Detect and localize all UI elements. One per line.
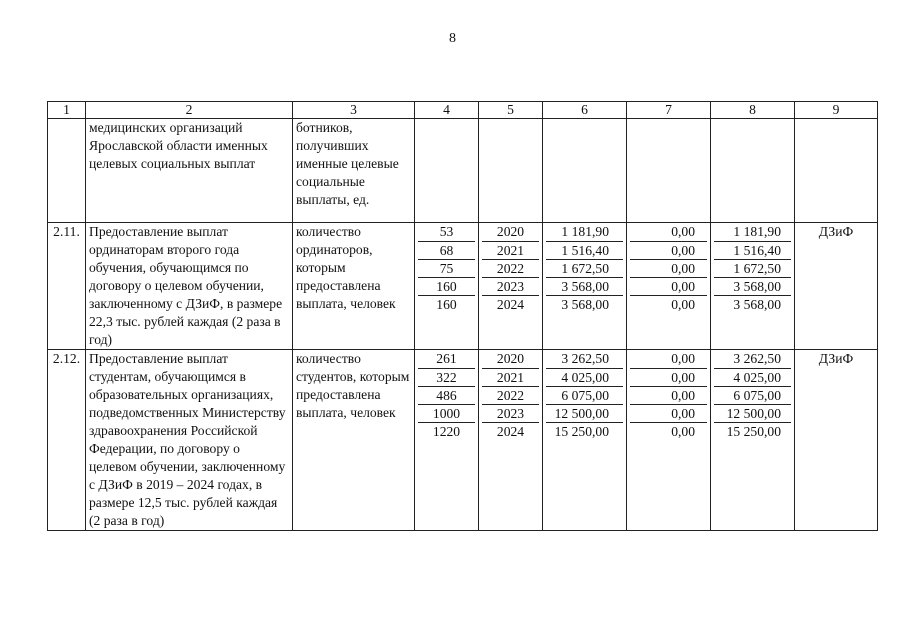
budget-amount: 6 075,00: [714, 386, 791, 404]
value-2024: 160: [418, 295, 475, 313]
row-indicator: количество ординаторов, которым предоставлена выплата, человек: [293, 223, 415, 350]
value-2020: 53: [439, 224, 454, 239]
responsible-executor: ДЗиФ: [795, 223, 878, 350]
total-amount: 1 672,50: [546, 259, 623, 277]
values-cell: [415, 223, 479, 350]
program-table: [47, 101, 878, 531]
continuation-row: [48, 119, 878, 223]
value-2020: 261: [436, 351, 457, 366]
year: 2021: [482, 241, 539, 259]
row-indicator: количество студентов, которым предоставлена выплата, человек: [293, 350, 415, 531]
regional-cell: [627, 223, 711, 350]
total-amount: 3 568,00: [546, 277, 623, 295]
year: 2022: [482, 259, 539, 277]
regional-amount: 0,00: [630, 404, 707, 422]
total-amount: 1 181,90: [561, 224, 609, 239]
budget-amount: 1 672,50: [714, 259, 791, 277]
budget-amount: 12 500,00: [714, 404, 791, 422]
value-2024: 1220: [418, 422, 475, 440]
continuation-empty-9: [795, 119, 878, 223]
continuation-empty-6: [543, 119, 627, 223]
total-amount: 15 250,00: [546, 422, 623, 440]
regional-cell: [627, 350, 711, 531]
regional-amount: 0,00: [671, 224, 695, 239]
total-amount: 3 262,50: [561, 351, 609, 366]
budget-amount: 4 025,00: [714, 368, 791, 386]
budget-cell: [711, 350, 795, 531]
row-description: Предоставление выплат ординаторам второго года обучения, обучающимся по договору о целевом обучении, заключенному с ДЗиФ, в размере 22,3 тыс. рублей каждая (2 раза в год): [86, 223, 293, 350]
budget-cell: [711, 223, 795, 350]
header-col-3: 3: [293, 102, 415, 119]
header-col-9: 9: [795, 102, 878, 119]
continuation-indicator: ботников, получивших именные целевые социальные выплаты, ед.: [293, 119, 415, 223]
year: 2024: [482, 295, 539, 313]
continuation-num: [48, 119, 86, 223]
regional-amount: 0,00: [630, 368, 707, 386]
regional-amount: 0,00: [630, 277, 707, 295]
header-col-2: 2: [86, 102, 293, 119]
value-2023: 160: [418, 277, 475, 295]
total-amount: 3 568,00: [546, 295, 623, 313]
year: 2023: [482, 404, 539, 422]
continuation-empty-4: [415, 119, 479, 223]
continuation-description: медицинских организаций Ярославской области именных целевых социальных выплат: [86, 119, 293, 223]
total-amount: 12 500,00: [546, 404, 623, 422]
regional-amount: 0,00: [630, 259, 707, 277]
regional-amount: 0,00: [630, 241, 707, 259]
total-cell: [543, 350, 627, 531]
header-col-5: 5: [479, 102, 543, 119]
year: 2024: [482, 422, 539, 440]
page-number: 8: [449, 31, 456, 46]
row-description: Предоставление выплат студентам, обучающимся в образовательных организациях, подведомственных Министерству здравоохранения Российской Федерации, по договору о целевом обучении, заключенному с ДЗиФ в 2019 – 2024 годах, в размере 12,5 тыс. рублей каждая (2 раза в год): [86, 350, 293, 531]
years-cell: [479, 223, 543, 350]
continuation-empty-7: [627, 119, 711, 223]
responsible-executor: ДЗиФ: [795, 350, 878, 531]
regional-amount: 0,00: [671, 351, 695, 366]
row-number: 2.12.: [48, 350, 86, 531]
header-row: [48, 102, 878, 119]
header-col-8: 8: [711, 102, 795, 119]
total-amount: 1 516,40: [546, 241, 623, 259]
budget-amount: 3 568,00: [714, 277, 791, 295]
total-cell: [543, 223, 627, 350]
value-2022: 75: [418, 259, 475, 277]
header-col-6: 6: [543, 102, 627, 119]
value-2023: 1000: [418, 404, 475, 422]
row-number: 2.11.: [48, 223, 86, 350]
budget-amount: 3 568,00: [714, 295, 791, 313]
budget-amount: 15 250,00: [714, 422, 791, 440]
budget-amount: 1 181,90: [733, 224, 781, 239]
budget-amount: 1 516,40: [714, 241, 791, 259]
continuation-empty-5: [479, 119, 543, 223]
value-2022: 486: [418, 386, 475, 404]
values-cell: [415, 350, 479, 531]
year: 2020: [496, 224, 525, 239]
header-col-7: 7: [627, 102, 711, 119]
year: 2022: [482, 386, 539, 404]
value-2021: 68: [418, 241, 475, 259]
year: 2020: [496, 351, 525, 366]
header-col-1: 1: [48, 102, 86, 119]
regional-amount: 0,00: [630, 422, 707, 440]
budget-amount: 3 262,50: [733, 351, 781, 366]
total-amount: 6 075,00: [546, 386, 623, 404]
table-row: [48, 350, 878, 531]
year: 2023: [482, 277, 539, 295]
year: 2021: [482, 368, 539, 386]
value-2021: 322: [418, 368, 475, 386]
regional-amount: 0,00: [630, 386, 707, 404]
header-col-4: 4: [415, 102, 479, 119]
continuation-empty-8: [711, 119, 795, 223]
table-row: [48, 223, 878, 350]
years-cell: [479, 350, 543, 531]
regional-amount: 0,00: [630, 295, 707, 313]
total-amount: 4 025,00: [546, 368, 623, 386]
